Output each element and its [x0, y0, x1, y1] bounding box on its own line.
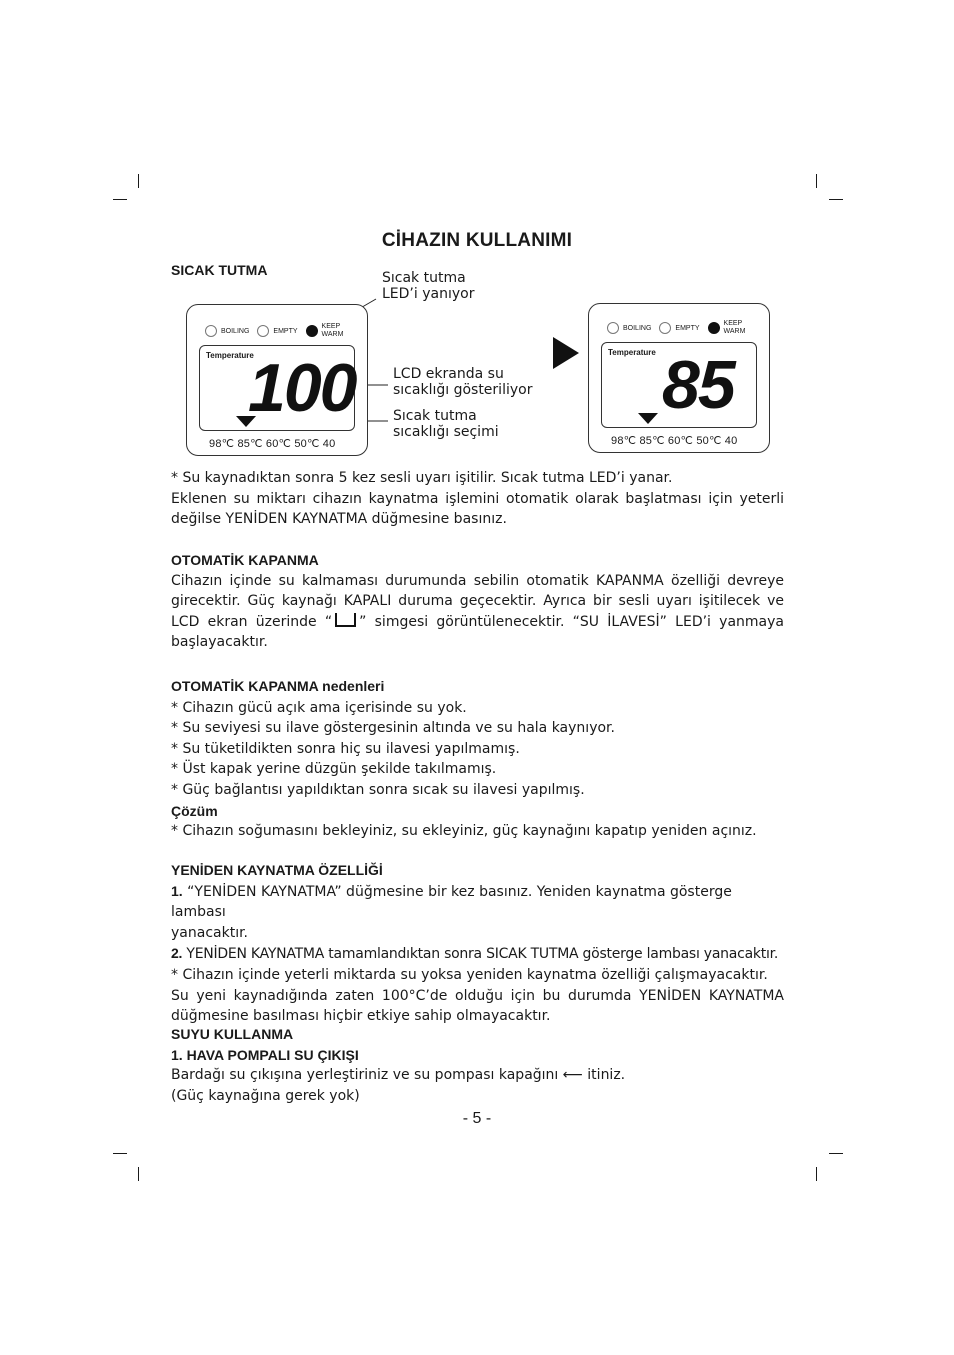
- play-arrow-icon: [553, 337, 579, 369]
- section-kapanma-nedenleri: [171, 676, 784, 842]
- crop-mark: [816, 1167, 817, 1181]
- crop-mark: [113, 1153, 127, 1154]
- empty-led-icon: [257, 325, 269, 337]
- paragraph-line: Su yeni kaynadığında zaten 100°C’de olduğu için bu durumda YENİDEN KAYNATMA: [171, 987, 784, 1004]
- step-line: yanacaktır.: [171, 924, 248, 941]
- cozum-heading: Çözüm: [171, 802, 218, 819]
- section-heading: YENİDEN KAYNATMA ÖZELLİĞİ: [171, 862, 383, 878]
- list-item: * Cihazın gücü açık ama içerisinde su yok.: [171, 699, 467, 716]
- step-line: 1. “YENİDEN KAYNATMA” düğmesine bir kez basınız. Yeniden kaynatma gösterge lambası: [171, 882, 732, 921]
- led-row: [607, 320, 753, 336]
- page-title: CİHAZIN KULLANIMI: [381, 230, 573, 251]
- section-heading: OTOMATİK KAPANMA: [171, 552, 319, 568]
- boiling-led-icon: [205, 325, 217, 337]
- led-label: EMPTY: [675, 324, 700, 332]
- boiling-led-icon: [607, 322, 619, 334]
- section-heading: OTOMATİK KAPANMA nedenleri: [171, 678, 385, 694]
- led-label: EMPTY: [273, 327, 298, 335]
- keep-warm-led-icon: [708, 322, 720, 334]
- sicak-tutma-notes: [171, 468, 784, 530]
- led-row: [205, 323, 351, 339]
- paragraph-line: (Güç kaynağına gerek yok): [171, 1087, 360, 1104]
- paragraph-line: girecektir. Güç kaynağı KAPALI duruma geçecektir. Ayrıca bir sesli uyarı işitilecek ve: [171, 593, 784, 610]
- list-item: * Güç bağlantısı yapıldıktan sonra sıcak su ilavesi yapılmış.: [171, 781, 585, 798]
- temperature-label: Temperature: [206, 351, 254, 360]
- paragraph-line: düğmesine basılması hiçbir etkiye sahip olmayacaktır.: [171, 1008, 551, 1025]
- step-line: 2. YENİDEN KAYNATMA tamamlandıktan sonra SICAK TUTMA gösterge lambası yanacaktır.: [171, 945, 779, 963]
- section-suyu-kullanma: [171, 1024, 784, 1106]
- section-heading: SUYU KULLANMA: [171, 1026, 294, 1042]
- paragraph-line: LCD ekran üzerinde “ ” simgesi görüntülenecektir. “SU İLAVESİ” LED’i yanmaya: [171, 613, 784, 630]
- callout-lcd: LCD ekranda su sıcaklığı gösteriliyor: [393, 366, 533, 398]
- paragraph-line: Bardağı su çıkışına yerleştiriniz ve su pompası kapağını ⟵ itiniz.: [171, 1067, 626, 1084]
- selector-triangle-icon: [236, 416, 256, 427]
- left-arrow-icon: ⟵: [562, 1067, 583, 1084]
- lcd-panel-right: [588, 303, 770, 453]
- list-item: * Su seviyesi su ilave göstergesinin altında ve su hala kaynıyor.: [171, 720, 615, 737]
- callout-led: Sıcak tutma LED’i yanıyor: [382, 270, 475, 302]
- note-line: Eklenen su miktarı cihazın kaynatma işlemini otomatik olarak başlatması için yeterli: [171, 490, 784, 507]
- empty-led-icon: [659, 322, 671, 334]
- keep-warm-led-icon: [306, 325, 318, 337]
- temperature-value: 85: [662, 347, 734, 423]
- note-line: * Su kaynadıktan sonra 5 kez sesli uyarı işitilir. Sıcak tutma LED’i yanar.: [171, 470, 673, 486]
- section-yeniden-kaynatma: [171, 860, 784, 1027]
- note-line: * Cihazın içinde yeterli miktarda su yoksa yeniden kaynatma özelliği çalışmayacaktır.: [171, 966, 768, 983]
- selector-triangle-icon: [638, 413, 658, 424]
- led-label: BOILING: [623, 324, 652, 332]
- section-otomatik-kapanma: [171, 550, 784, 653]
- temperature-options: 98℃ 85℃ 60℃ 50℃ 40: [209, 438, 336, 450]
- temperature-label: Temperature: [608, 348, 656, 357]
- lcd-screen: [199, 345, 355, 431]
- subsection-heading: 1. HAVA POMPALI SU ÇIKIŞI: [171, 1046, 359, 1063]
- page-number: - 5 -: [462, 1110, 492, 1127]
- crop-mark: [138, 1167, 139, 1181]
- led-label: KEEP WARM: [723, 320, 746, 335]
- led-label: BOILING: [221, 327, 250, 335]
- crop-mark: [829, 1153, 843, 1154]
- lcd-panel-left: [186, 304, 368, 456]
- note-line: değilse YENİDEN KAYNATMA düğmesine basınız.: [171, 511, 507, 528]
- section-heading-sicak-tutma: SICAK TUTMA: [171, 262, 268, 278]
- paragraph-line: başlayacaktır.: [171, 634, 268, 651]
- paragraph-line: Cihazın içinde su kalmaması durumunda sebilin otomatik KAPANMA özelliği devreye: [171, 572, 784, 589]
- empty-symbol-icon: [335, 613, 356, 627]
- list-item: * Su tüketildikten sonra hiç su ilavesi yapılmamış.: [171, 740, 520, 757]
- temperature-options: 98℃ 85℃ 60℃ 50℃ 40: [611, 435, 738, 447]
- callout-leader-lines: [0, 0, 954, 500]
- callout-select: Sıcak tutma sıcaklığı seçimi: [393, 408, 499, 440]
- temperature-value: 100: [248, 350, 356, 426]
- list-item: * Cihazın soğumasını bekleyiniz, su ekleyiniz, güç kaynağını kapatıp yeniden açınız.: [171, 823, 757, 840]
- lcd-screen: [601, 342, 757, 428]
- list-item: * Üst kapak yerine düzgün şekilde takılmamış.: [171, 761, 497, 778]
- led-label: KEEP WARM: [321, 323, 344, 338]
